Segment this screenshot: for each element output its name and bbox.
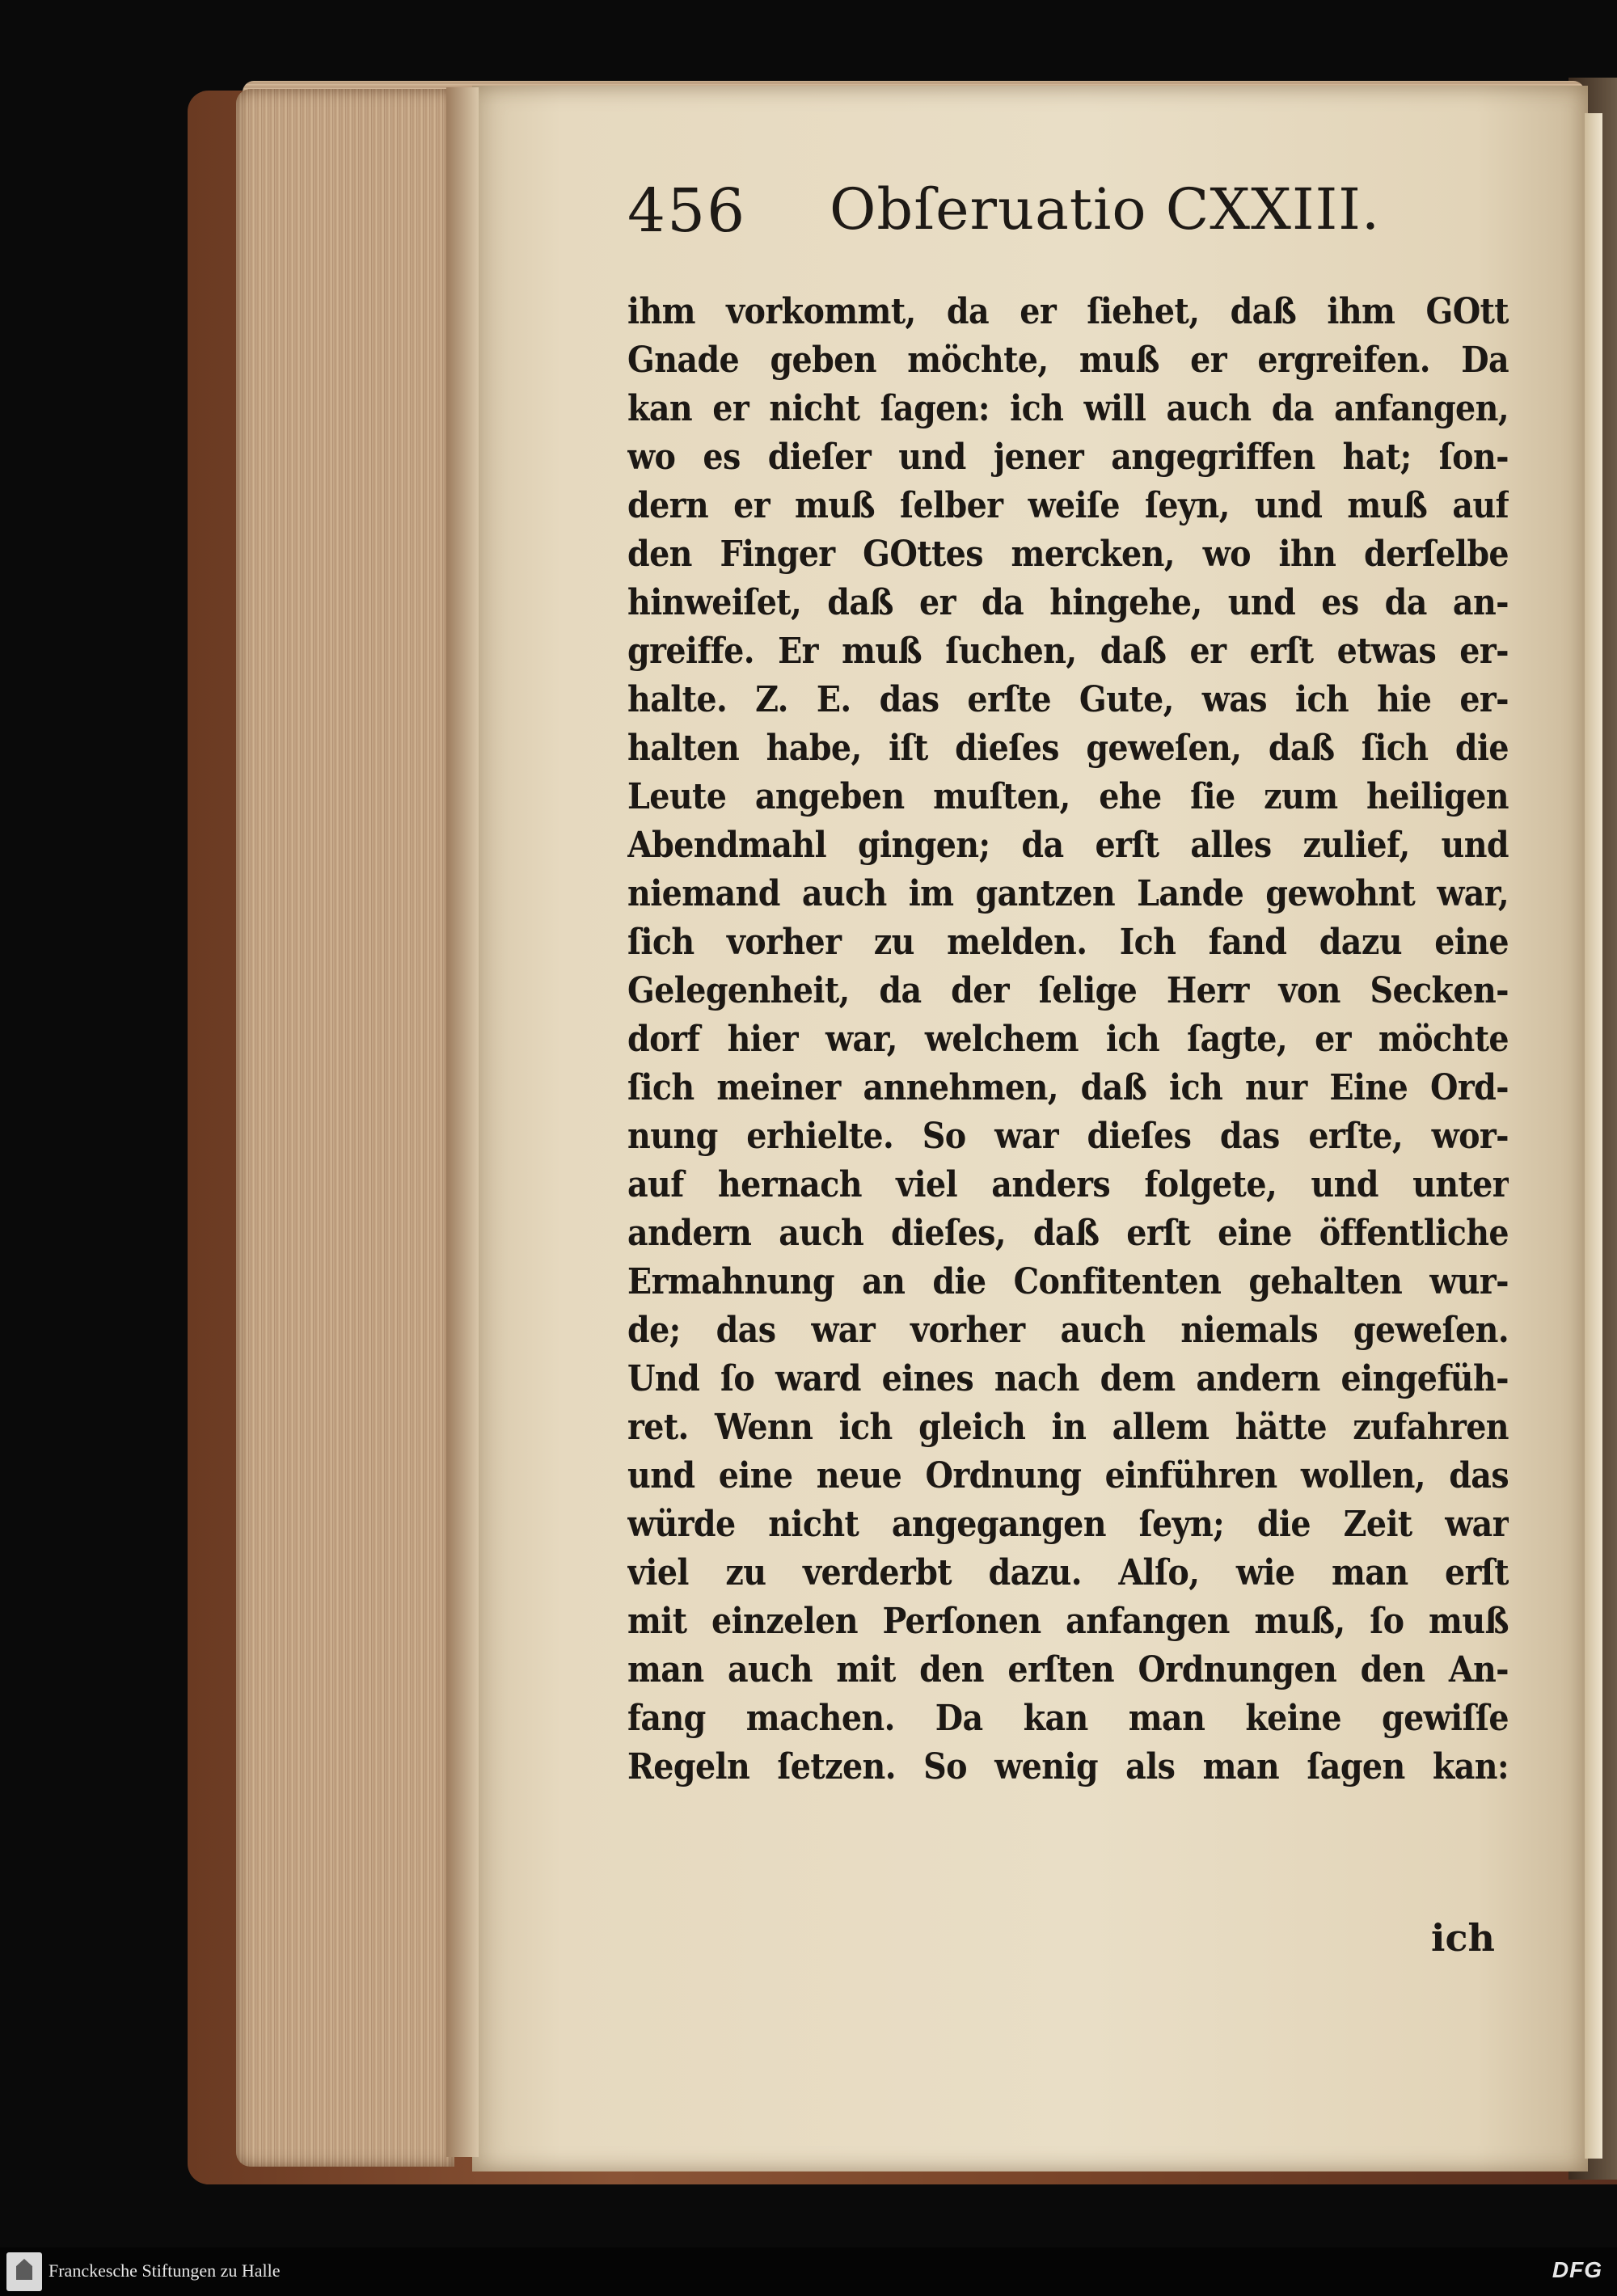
dfg-logo: DFG [1552, 2257, 1602, 2282]
text-line: fang machen. Da kan man keine gewiſſe [627, 1698, 1509, 1739]
text-line: kan er nicht ſagen: ich will auch da anfangen, [627, 388, 1509, 429]
page-number: 456 [627, 176, 747, 246]
footer-institution: Franckesche Stiftungen zu Halle [49, 2260, 281, 2281]
page-header [627, 176, 1381, 249]
text-line: Und ſo ward eines nach dem andern eingefüh- [627, 1358, 1509, 1399]
viewer-footer [0, 2247, 1617, 2296]
page-edges-stack [236, 89, 454, 2167]
text-line: man auch mit den erſten Ordnungen den An- [627, 1649, 1509, 1690]
text-line: wo es dieſer und jener angegriffen hat; ſon- [627, 437, 1509, 478]
text-line: hinweiſet, daß er da hingehe, und es da an- [627, 582, 1509, 623]
text-line: würde nicht angegangen ſeyn; die Zeit war [627, 1504, 1509, 1545]
text-line: den Finger GOttes mercken, wo ihn derſelbe [627, 534, 1509, 575]
text-line: dorf hier war, welchem ich ſagte, er möchte [627, 1019, 1509, 1060]
text-line: Leute angeben muſten, ehe ſie zum heiligen [627, 776, 1509, 817]
text-line: nung erhielte. So war dieſes das erſte, wor- [627, 1116, 1509, 1157]
text-line: andern auch dieſes, daß erſt eine öffentliche [627, 1213, 1509, 1254]
text-line: mit einzelen Perſonen anfangen muß, ſo muß [627, 1601, 1509, 1642]
text-line: auf hernach viel anders folgete, und unter [627, 1164, 1509, 1205]
text-line: Gnade geben möchte, muß er ergreifen. Da [627, 340, 1509, 381]
franckesche-stiftungen-logo-icon [6, 2252, 42, 2291]
text-line: dern er muß ſelber weiſe ſeyn, und muß auf [627, 485, 1509, 526]
text-line: Gelegenheit, da der ſelige Herr von Secken- [627, 970, 1509, 1011]
catchword: ich [1431, 1916, 1495, 1960]
text-line: Regeln ſetzen. So wenig als man ſagen kan: [627, 1746, 1509, 1787]
next-page-edge [1585, 113, 1602, 2159]
text-line: halte. Z. E. das erſte Gute, was ich hie er- [627, 679, 1509, 720]
text-line: und eine neue Ordnung einführen wollen, das [627, 1455, 1509, 1496]
running-head: Obſeruatio CXXIII. [830, 176, 1381, 243]
text-line: ſich meiner annehmen, daß ich nur Eine Ord- [627, 1067, 1509, 1108]
text-line: Abendmahl gingen; da erſt alles zulief, und [627, 825, 1509, 866]
text-line: ſich vorher zu melden. Ich fand dazu eine [627, 922, 1509, 963]
text-line: niemand auch im gantzen Lande gewohnt war, [627, 873, 1509, 914]
text-line: halten habe, iſt dieſes geweſen, daß ſich die [627, 728, 1509, 769]
text-line: viel zu verderbt dazu. Alſo, wie man erſt [627, 1552, 1509, 1593]
text-line: ret. Wenn ich gleich in allem hätte zufahren [627, 1407, 1509, 1448]
text-line: Ermahnung an die Confitenten gehalten wur- [627, 1261, 1509, 1302]
text-line: ihm vorkommt, da er ſiehet, daß ihm GOtt [627, 291, 1509, 332]
text-line: de; das war vorher auch niemals geweſen. [627, 1310, 1509, 1351]
page-gutter [446, 87, 479, 2157]
text-line: greiffe. Er muß ſuchen, daß er erſt etwas er- [627, 631, 1509, 672]
body-text [627, 288, 1509, 1792]
